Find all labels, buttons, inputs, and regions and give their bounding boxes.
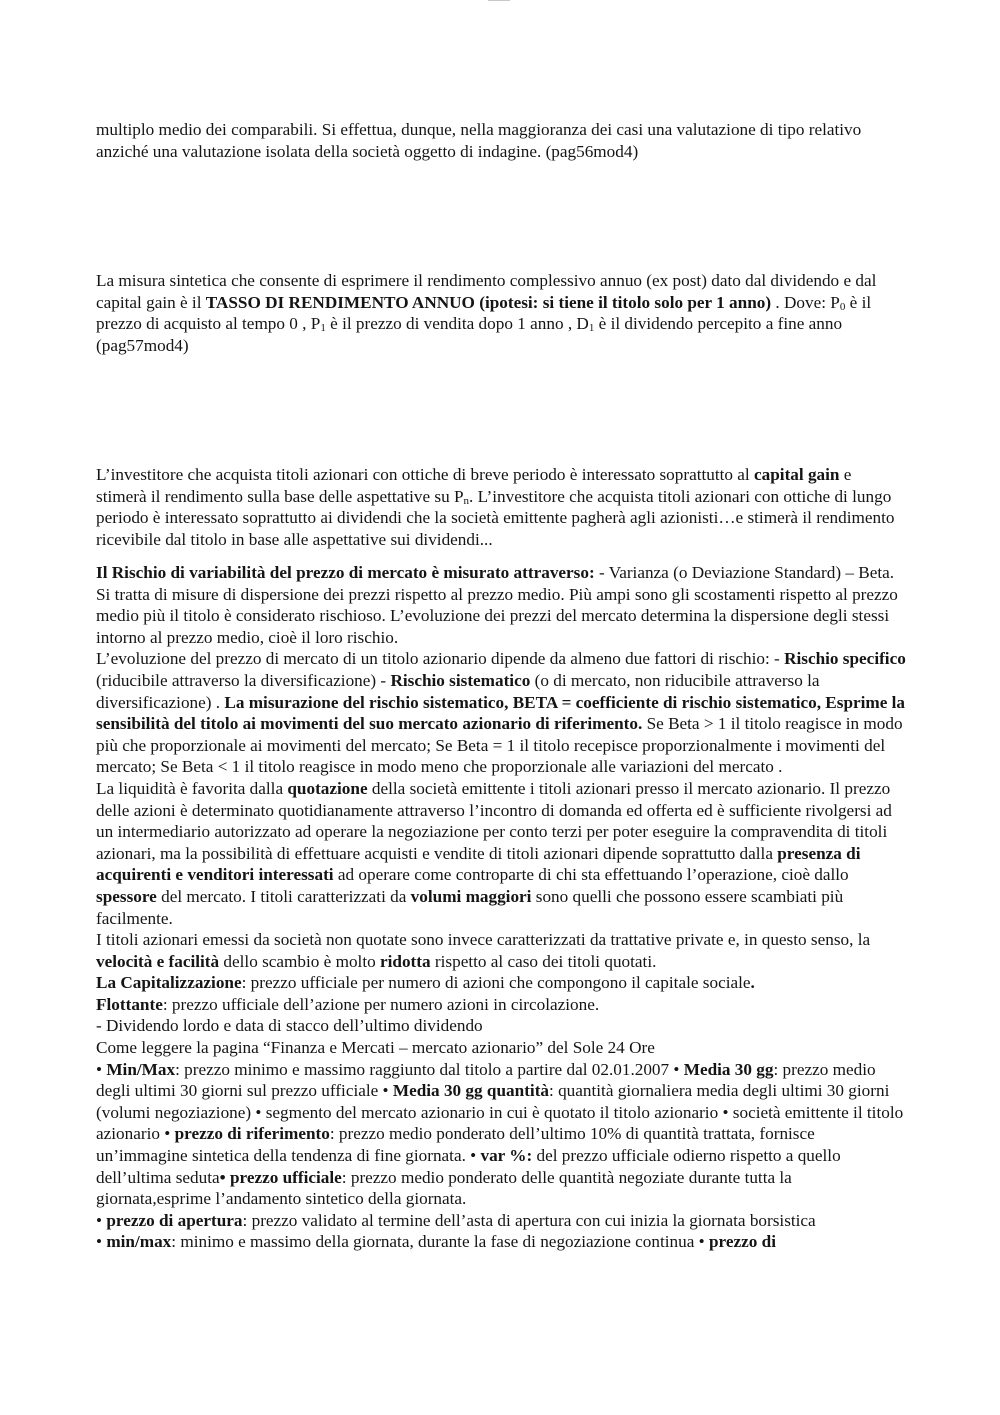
- text-span: Se Beta > 1 il titolo reagisce in modo più che proporzionale ai movimenti del mercato; Se Beta = 1 il titolo recepisce proporzionalmente i movimenti del mercato; Se Beta < 1 il titolo reagisce in modo meno che proporzionale alle variazioni del mercato .: [96, 714, 903, 777]
- bold-term: Media 30 gg: [683, 1059, 774, 1079]
- text-span: - Varianza (o Deviazione Standard) – Beta. Si tratta di misure di dispersione dei prezzi rispetto al prezzo medio. Più ampi sono gli scostamenti rispetto al prezzo medio più il titolo è considerato rischioso. L’evoluzione dei prezzi del mercato determina la dispersione degli stessi intorno al prezzo medio, cioè il loro rischio.: [96, 563, 898, 647]
- paragraph-risk-liquidity: [96, 562, 906, 1253]
- float-line: [96, 994, 906, 1016]
- text-span: : prezzo ufficiale dell’azione per numero azioni in circolazione.: [162, 994, 600, 1014]
- bold-term: prezzo di apertura: [106, 1210, 243, 1230]
- text-span: L’evoluzione del prezzo di mercato di un titolo azionario dipende da almeno due fattori di rischio: -: [96, 649, 785, 669]
- text-span: è il prezzo di acquisto al tempo 0 , P: [96, 292, 872, 334]
- bold-term: prezzo di riferimento: [174, 1124, 330, 1144]
- bold-term: TASSO DI RENDIMENTO ANNUO (ipotesi: si tiene il titolo solo per 1 anno): [205, 292, 772, 312]
- text-span: del mercato. I titoli caratterizzati da: [156, 886, 411, 906]
- paragraph-investor: [96, 464, 906, 550]
- text-span: rispetto al caso dei titoli quotati.: [430, 951, 657, 971]
- text-span: •: [96, 1232, 107, 1252]
- text-span: : prezzo medio ponderato dell’ultimo 10% di quantità trattata, fornisce un’immagine sintetica della tendenza di fine giornata. •: [96, 1124, 815, 1166]
- capitalization-line: [96, 972, 906, 994]
- text-span: e stimerà il rendimento sulla base delle aspettative su P: [96, 465, 852, 506]
- min-max-line: [96, 1231, 906, 1253]
- text-span: : prezzo medio ponderato delle quantità negoziate durante tutta la giornata,esprime l’andamento sintetico della giornata.: [96, 1167, 792, 1209]
- bold-term: spessore: [96, 886, 157, 906]
- opening-price-line: [96, 1210, 906, 1232]
- text-span: : quantità giornaliera media degli ultimi 30 giorni (volumi negoziazione) • segmento del mercato azionario in cui è quotato il titolo azionario • società emittente il titolo azionario •: [96, 1081, 904, 1144]
- subscript: 1: [588, 322, 595, 335]
- subscript: n: [463, 494, 470, 507]
- text-span: I titoli azionari emessi da società non quotate sono invece caratterizzati da trattative private e, in questo senso, la: [96, 930, 871, 950]
- text-span: : prezzo validato al termine dell’asta di apertura con cui inizia la giornata borsistica: [242, 1210, 816, 1230]
- liquidity-block: [96, 778, 906, 929]
- bold-term: .: [750, 973, 755, 993]
- bold-term: quotazione: [287, 778, 368, 798]
- bold-term: • prezzo ufficiale: [219, 1167, 342, 1187]
- paragraph-annual-return: [96, 270, 906, 356]
- text-span: è il prezzo di vendita dopo 1 anno , D: [325, 314, 589, 334]
- bold-term: ridotta: [380, 951, 431, 971]
- bold-term: min/max: [106, 1232, 172, 1252]
- bold-term: Flottante: [96, 994, 163, 1014]
- text-span: : prezzo medio degli ultimi 30 giorni sul prezzo ufficiale •: [96, 1059, 876, 1101]
- bold-term: velocità e facilità: [96, 951, 220, 971]
- bold-term: Il Rischio di variabilità del prezzo di mercato è misurato attraverso:: [96, 563, 595, 582]
- bold-term: Media 30 gg quantità: [392, 1081, 550, 1101]
- text-span: •: [96, 1059, 107, 1079]
- text-span: : prezzo minimo e massimo raggiunto dal titolo a partire dal 02.01.2007 •: [175, 1059, 684, 1079]
- bold-term: capital gain: [754, 465, 840, 484]
- bold-term: Min/Max: [106, 1059, 176, 1079]
- text-span: : prezzo ufficiale per numero di azioni che compongono il capitale sociale: [241, 973, 751, 993]
- bold-term: volumi maggiori: [410, 886, 532, 906]
- header-mark: [488, 0, 510, 4]
- bold-term: Rischio specifico: [784, 649, 906, 669]
- bold-term: Rischio sistematico: [390, 670, 531, 690]
- text-span: (o di mercato, non riducibile attraverso la diversificazione) .: [96, 670, 820, 712]
- text-span: L’investitore che acquista titoli azionari con ottiche di breve periodo è interessato soprattutto al: [96, 465, 755, 484]
- bold-term: La misurazione del rischio sistematico, BETA = coefficiente di rischio sistematico, Esprime la sensibilità del titolo ai movimenti del suo mercato azionario di riferimento.: [96, 692, 906, 734]
- text-span: ad operare come controparte di chi sta effettuando l’operazione, cioè dallo: [333, 865, 849, 885]
- text-span: . L’investitore che acquista titoli azionari con ottiche di lungo periodo è interessato soprattutto ai dividendi che la società emittente pagherà agli azionisti…e stimerà il rendimento ricevibile dal titolo in base alle aspettative sui dividendi...: [96, 486, 895, 549]
- text-span: . Dove: P: [771, 292, 840, 312]
- bold-term: prezzo di: [708, 1232, 776, 1252]
- text-span: •: [96, 1210, 107, 1230]
- text-span: dello scambio è molto: [219, 951, 380, 971]
- unlisted-block: [96, 929, 906, 972]
- text-span: (riducibile attraverso la diversificazione) -: [96, 670, 391, 690]
- text-span: è il dividendo percepito a fine anno (pag57mod4): [96, 314, 843, 355]
- subscript: 1: [320, 322, 326, 335]
- text-span: La misura sintetica che consente di esprimere il rendimento complessivo annuo (ex post) dato dal dividendo e dal capital gain è il: [96, 271, 877, 312]
- dividend-line: [96, 1015, 906, 1037]
- bold-term: La Capitalizzazione: [96, 973, 242, 993]
- text-span: sono quelli che possono essere scambiati più facilmente.: [96, 886, 844, 928]
- bold-term: presenza di acquirenti e venditori interessati: [96, 843, 861, 885]
- paragraph-comparables: [96, 119, 906, 162]
- paragraph-text: multiplo medio dei comparabili. Si effettua, dunque, nella maggioranza dei casi una valutazione di tipo relativo anziché una valutazione isolata della società oggetto di indagine. (pag56mod4): [96, 120, 862, 161]
- how-to-read-line: [96, 1037, 906, 1059]
- text-span: : minimo e massimo della giornata, durante la fase di negoziazione continua •: [171, 1232, 709, 1252]
- text-span: - Dividendo lordo e data di stacco dell’ultimo dividendo: [96, 1016, 483, 1036]
- text-span: La liquidità è favorita dalla: [96, 778, 288, 798]
- glossary-block: [96, 1059, 906, 1210]
- risk-block: [96, 562, 906, 648]
- text-span: Come leggere la pagina “Finanza e Mercati – mercato azionario” del Sole 24 Ore: [96, 1038, 655, 1058]
- text-span: della società emittente i titoli azionari presso il mercato azionario. Il prezzo delle azioni è determinato quotidianamente attraverso l’incontro di domanda ed offerta ed è sufficiente rivolgersi ad un intermediario autorizzato ad operare la negoziazione per conto terzi per poter eseguire la compravendita di titoli azionari, ma la possibilità di effettuare acquisti e vendite di titoli azionari dipende soprattutto dalla: [96, 778, 892, 863]
- text-span: del prezzo ufficiale odierno rispetto a quello dell’ultima seduta: [96, 1146, 841, 1187]
- subscript: 0: [839, 300, 846, 313]
- bold-term: var %:: [480, 1146, 533, 1166]
- risk-factors-block: [96, 648, 906, 778]
